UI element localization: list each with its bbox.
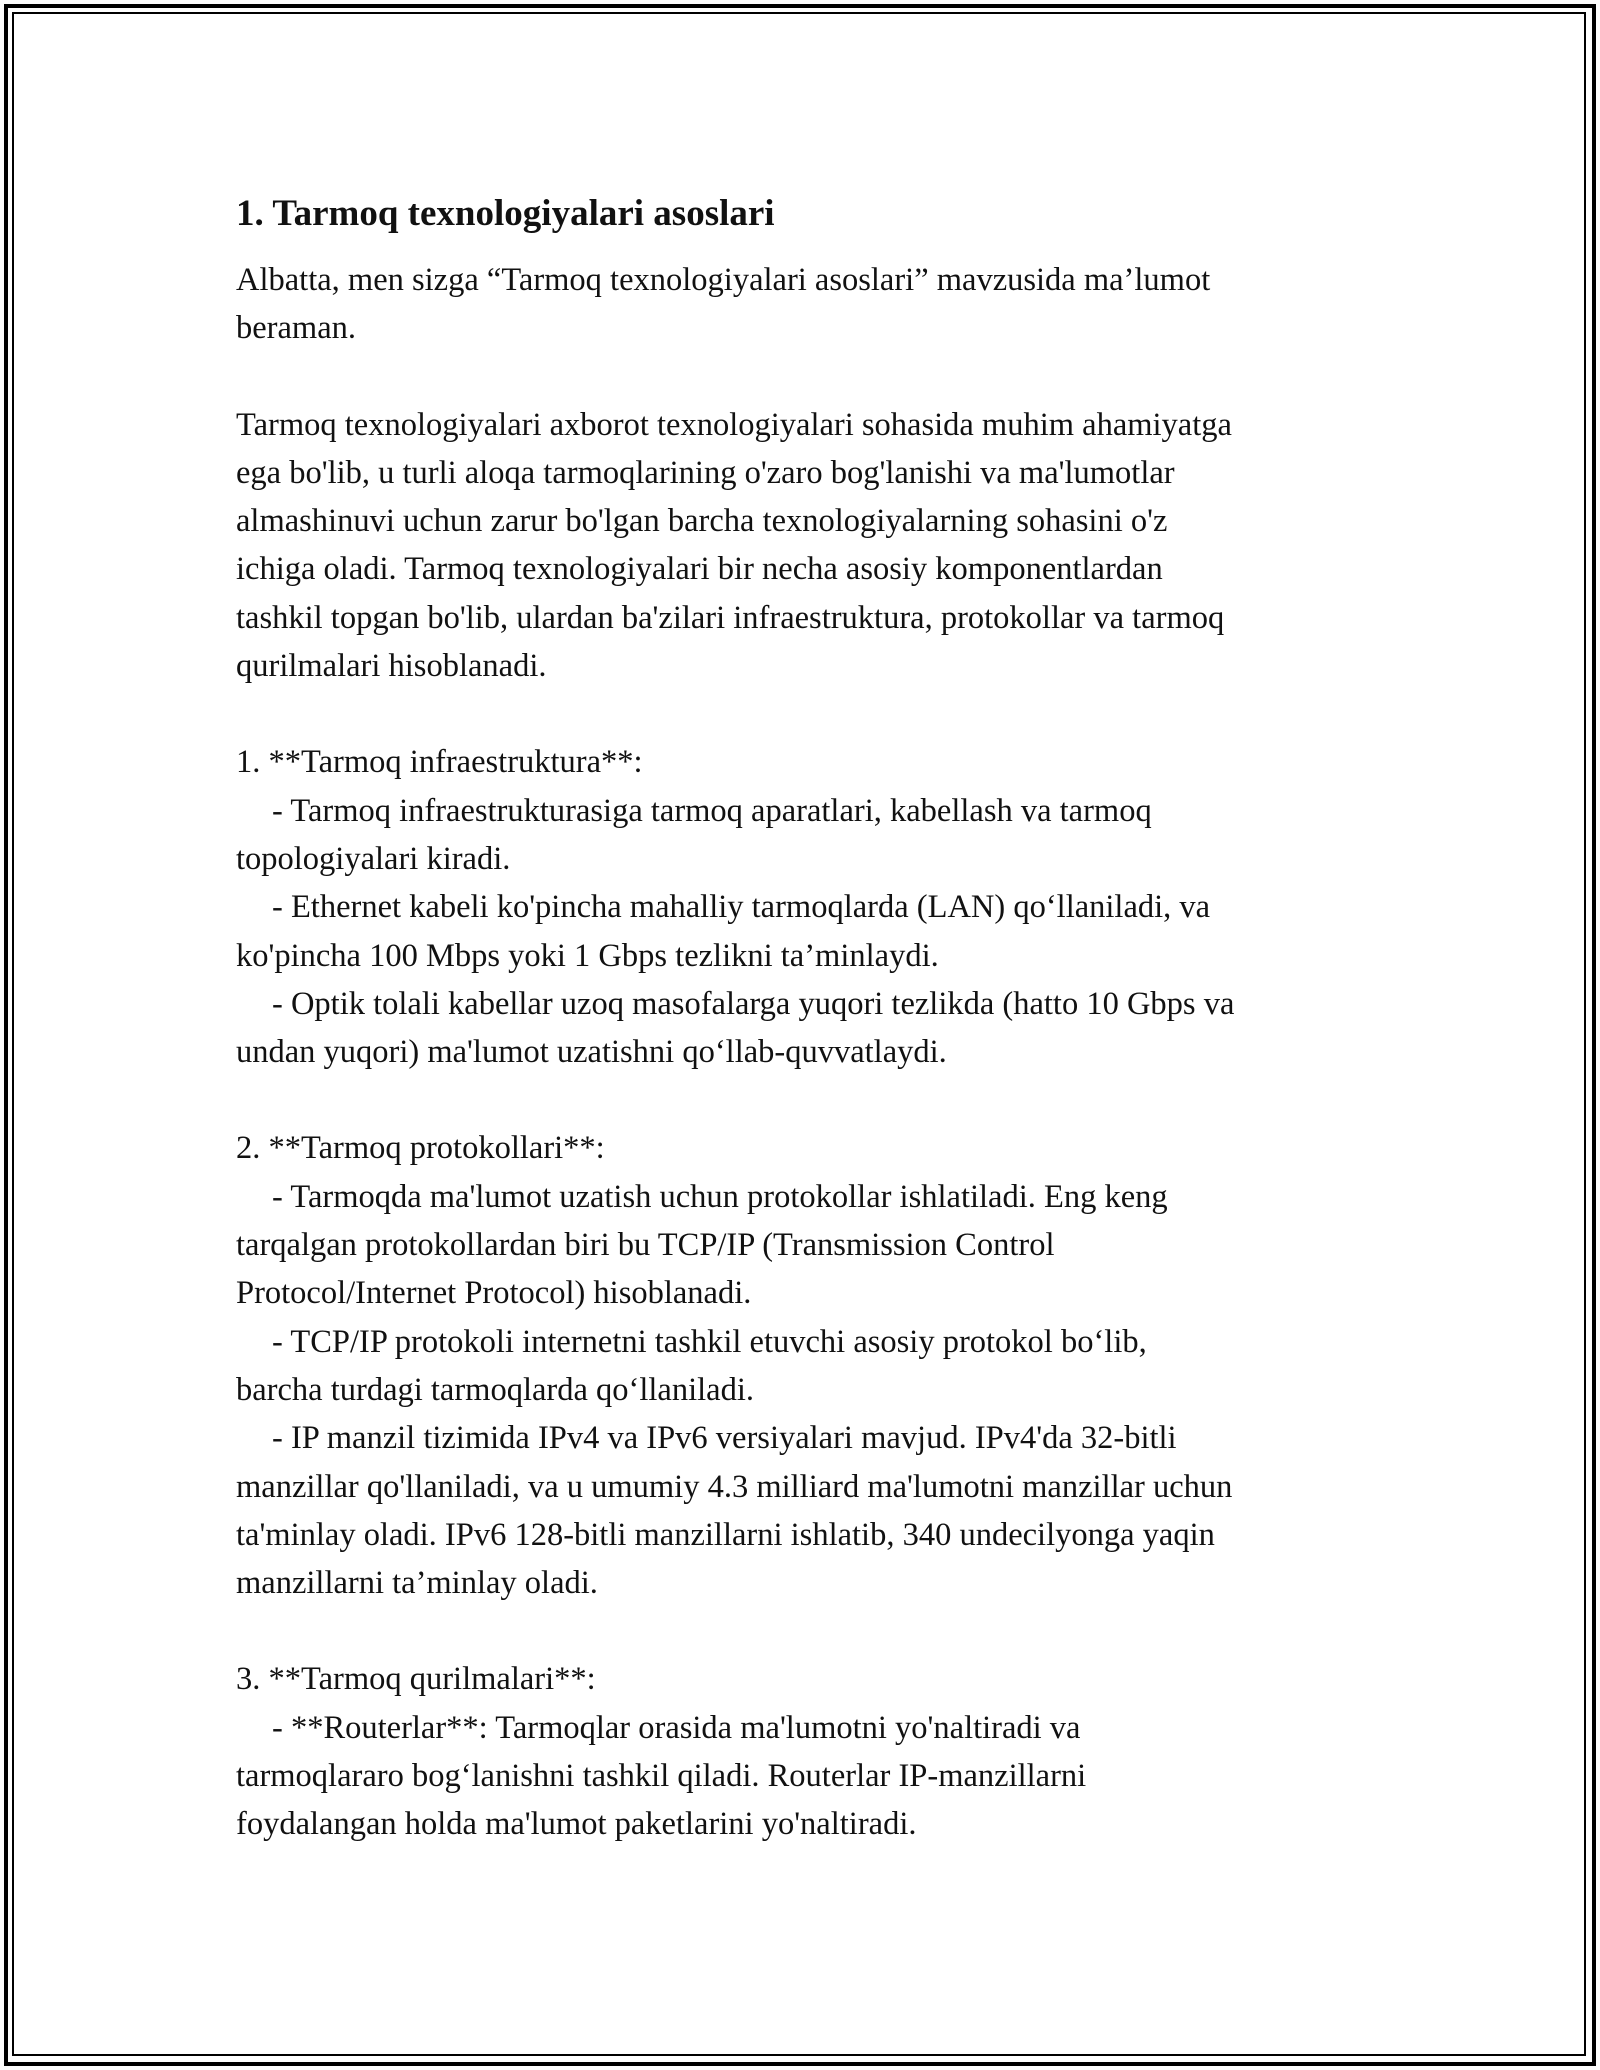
paragraph-gap [236, 353, 1396, 401]
body-line: Tarmoq texnologiyalari axborot texnologiyalari sohasida muhim ahamiyatga [236, 406, 1232, 443]
section-heading-devices: 3. **Tarmoq qurilmalari**: [236, 1661, 596, 1698]
bullet-line: - **Routerlar**: Tarmoqlar orasida ma'lumotni yo'naltiradi va [272, 1709, 1081, 1746]
bullet-continuation: manzillar qo'llaniladi, va u umumiy 4.3 milliard ma'lumotni manzillar uchun [236, 1468, 1233, 1505]
bullet-line: - Ethernet kabeli ko'pincha mahalliy tarmoqlarda (LAN) qo‘llaniladi, va [272, 889, 1211, 926]
bullet-continuation: ko'pincha 100 Mbps yoki 1 Gbps tezlikni ta’minlaydi. [236, 937, 939, 974]
bullet-continuation: ta'minlay oladi. IPv6 128-bitli manzillarni ishlatib, 340 undecilyonga yaqin [236, 1516, 1215, 1553]
body-line: ega bo'lib, u turli aloqa tarmoqlarining o'zaro bog'lanishi va ma'lumotlar [236, 454, 1175, 491]
section-heading-infrastructure: 1. **Tarmoq infraestruktura**: [236, 744, 643, 781]
body-line: almashinuvi uchun zarur bo'lgan barcha texnologiyalarning sohasini o'z [236, 503, 1168, 540]
bullet-continuation: undan yuqori) ma'lumot uzatishni qo‘llab-quvvatlaydi. [236, 1034, 947, 1071]
bullet-line: - IP manzil tizimida IPv4 va IPv6 versiyalari mavjud. IPv4'da 32-bitli [272, 1420, 1177, 1457]
bullet-continuation: foydalangan holda ma'lumot paketlarini yo'naltiradi. [236, 1806, 917, 1843]
bullet-continuation: topologiyalari kiradi. [236, 840, 511, 877]
paragraph-gap [236, 1076, 1396, 1124]
bullet-continuation: tarqalgan protokollardan biri bu TCP/IP (Transmission Control [236, 1227, 1055, 1264]
bullet-line: - Optik tolali kabellar uzoq masofalarga yuqori tezlikda (hatto 10 Gbps va [272, 985, 1235, 1022]
paragraph-gap [236, 690, 1396, 738]
bullet-line: - TCP/IP protokoli internetni tashkil etuvchi asosiy protokol bo‘lib, [272, 1323, 1147, 1360]
body-line: tashkil topgan bo'lib, ulardan ba'zilari infraestruktura, protokollar va tarmoq [236, 599, 1225, 636]
bullet-continuation: Protocol/Internet Protocol) hisoblanadi. [236, 1275, 752, 1312]
bullet-continuation: manzillarni ta’minlay oladi. [236, 1565, 598, 1602]
paragraph-gap [236, 1607, 1396, 1655]
bullet-continuation: tarmoqlararo bog‘lanishni tashkil qiladi. Routerlar IP-manzillarni [236, 1758, 1087, 1795]
bullet-continuation: barcha turdagi tarmoqlarda qo‘llaniladi. [236, 1371, 754, 1408]
bullet-line: - Tarmoq infraestrukturasiga tarmoq aparatlari, kabellash va tarmoq [272, 792, 1152, 829]
document-body [236, 186, 1396, 1849]
document-title: 1. Tarmoq texnologiyalari asoslari [236, 193, 775, 234]
section-heading-protocols: 2. **Tarmoq protokollari**: [236, 1130, 605, 1167]
body-line: qurilmalari hisoblanadi. [236, 648, 547, 685]
body-line: ichiga oladi. Tarmoq texnologiyalari bir necha asosiy komponentlardan [236, 551, 1163, 588]
bullet-line: - Tarmoqda ma'lumot uzatish uchun protokollar ishlatiladi. Eng keng [272, 1178, 1168, 1215]
intro-line: beraman. [236, 310, 357, 347]
intro-line: Albatta, men sizga “Tarmoq texnologiyalari asoslari” mavzusida ma’lumot [236, 262, 1211, 298]
